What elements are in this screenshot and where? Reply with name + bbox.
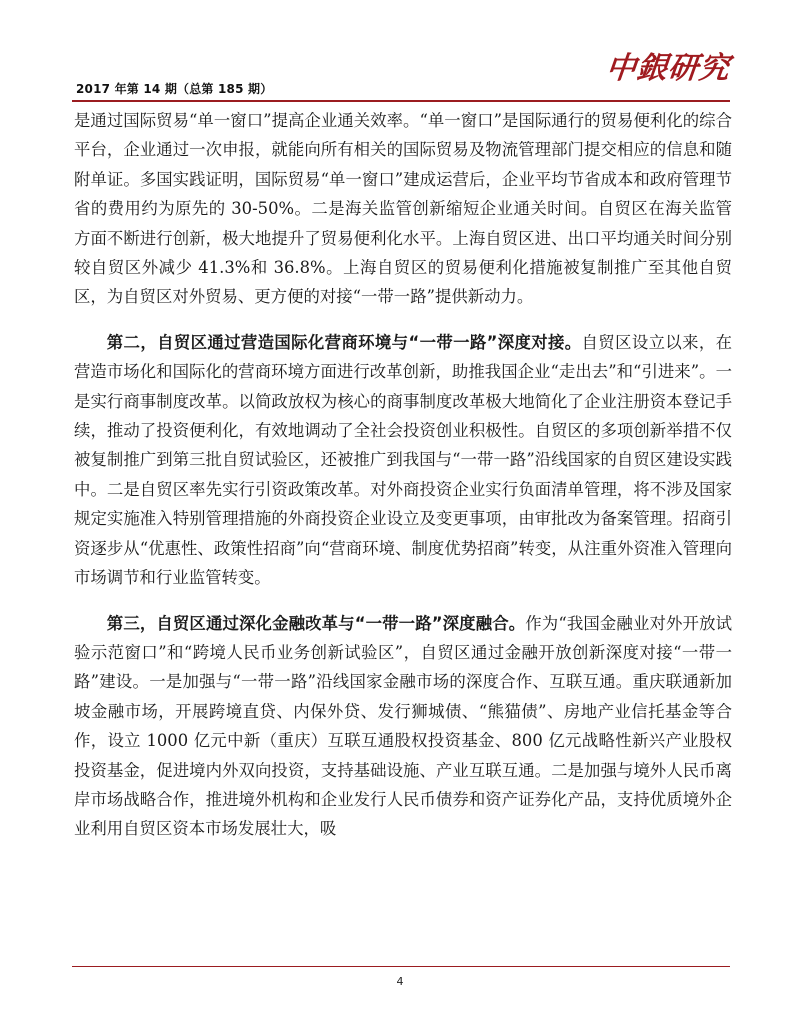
- page-number: 4: [396, 975, 404, 988]
- issue-label: 2017 年第 14 期（总第 185 期）: [76, 82, 273, 96]
- paragraph-2: [74, 328, 732, 593]
- paragraph-1: 是通过国际贸易“单一窗口”提高企业通关效率。“单一窗口”是国际通行的贸易便利化的综合平台，企业通过一次申报，就能向所有相关的国际贸易及物流管理部门提交相应的信息和随附单证。多国实践证明，国际贸易“单一窗口”建成运营后，企业平均节省成本和政府管理节省的费用约为原先的 30-50%。二是海关监管创新缩短企业通关时间。自贸区在海关监管方面不断进行创新，极大地提升了贸易便利化水平。上海自贸区进、出口平均通关时间分别较自贸区外减少 41.3%和 36.8%。上海自贸区的贸易便利化措施被复制推广至其他自贸区，为自贸区对外贸易、更方便的对接“一带一路”提供新动力。: [74, 111, 732, 307]
- paragraph-2-lead: 第二，自贸区通过营造国际化营商环境与“一带一路”深度对接。: [106, 332, 582, 352]
- paragraph-3: [74, 609, 732, 844]
- article-body: [74, 106, 732, 844]
- header-divider: [72, 100, 730, 102]
- paragraph-3-lead: 第三，自贸区通过深化金融改革与“一带一路”深度融合。: [106, 613, 526, 633]
- paragraph-3-text: 作为“我国金融业对外开放试验示范窗口”和“跨境人民币业务创新试验区”，自贸区通过金融开放创新深度对接“一带一路”建设。一是加强与“一带一路”沿线国家金融市场的深度合作、互联互通。重庆联通新加坡金融市场，开展跨境直贷、内保外贷、发行狮城债、“熊猫债”、房地产业信托基金等合作，设立 1000 亿元中新（重庆）互联互通股权投资基金、800 亿元战略性新兴产业股权投资基金，促进境内外双向投资，支持基础设施、产业互联互通。二是加强与境外人民币离岸市场战略合作，推进境外机构和企业发行人民币债券和资产证券化产品，支持优质境外企业利用自贸区资本市场发展壮大，吸: [74, 613, 732, 839]
- paragraph-2-text: 自贸区设立以来，在营造市场化和国际化的营商环境方面进行改革创新，助推我国企业“走出去”和“引进来”。一是实行商事制度改革。以简政放权为核心的商事制度改革极大地简化了企业注册资本登记手续，推动了投资便利化，有效地调动了全社会投资创业积极性。自贸区的多项创新举措不仅被复制推广到第三批自贸试验区，还被推广到我国与“一带一路”沿线国家的自贸区建设实践中。二是自贸区率先实行引资政策改革。对外商投资企业实行负面清单管理，将不涉及国家规定实施准入特别管理措施的外商投资企业设立及变更事项，由审批改为备案管理。招商引资逐步从“优惠性、政策性招商”向“营商环境、制度优势招商”转变，从注重外资准入管理向市场调节和行业监管转变。: [74, 332, 733, 588]
- footer-divider: [72, 966, 730, 967]
- bank-research-logo: 中銀研究: [604, 51, 732, 86]
